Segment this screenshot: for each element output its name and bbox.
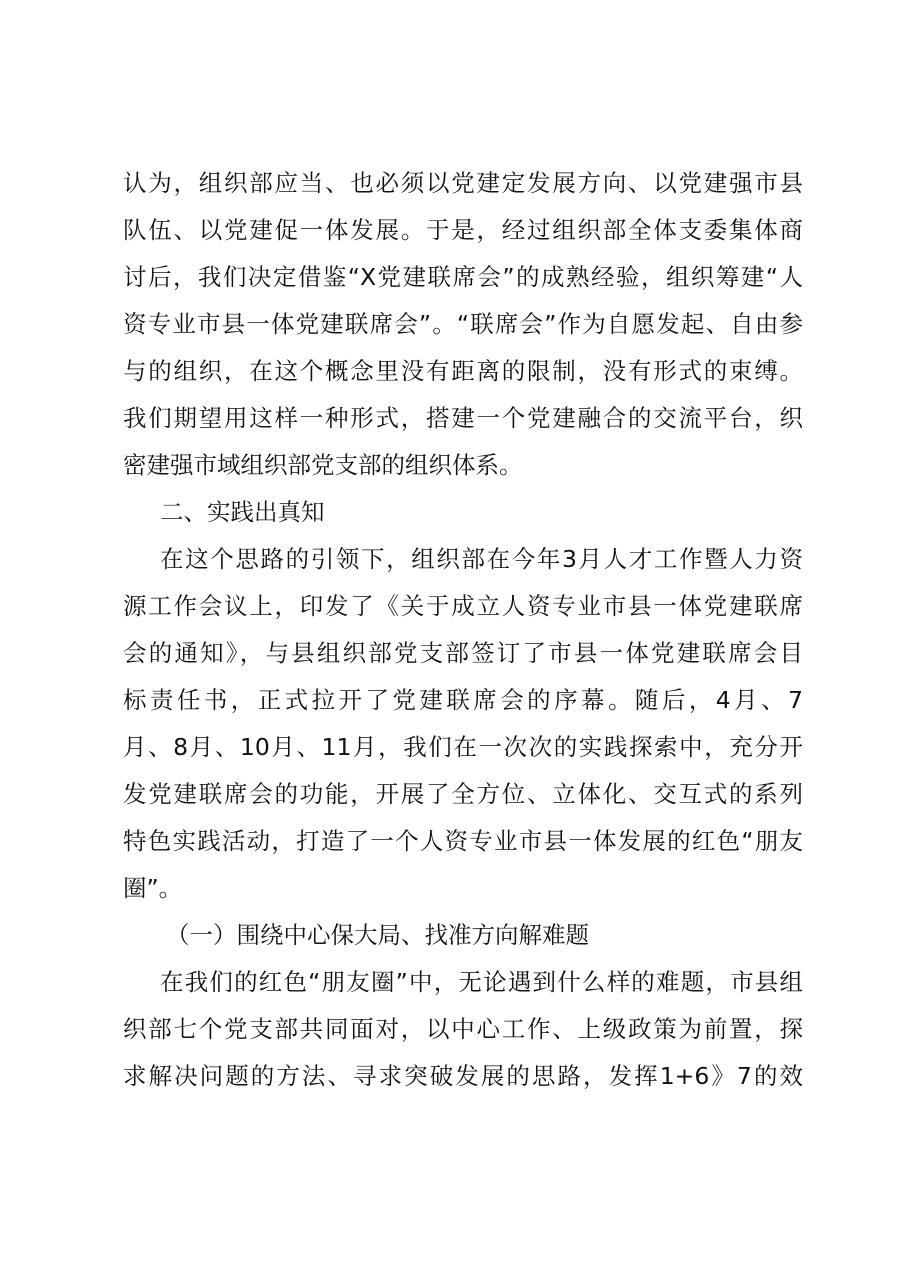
text-line: 织部七个党支部共同面对，以中心工作、上级政策为前置，探 bbox=[123, 1015, 803, 1043]
text-line: 讨后，我们决定借鉴“X党建联席会”的成熟经验，组织筹建“人 bbox=[123, 263, 803, 291]
text-line: 队伍、以党建促一体发展。于是，经过组织部全体支委集体商 bbox=[123, 216, 803, 244]
text-line: 资专业市县一体党建联席会”。“联席会”作为自愿发起、自由参 bbox=[123, 310, 803, 338]
section-heading: 二、实践出真知 bbox=[160, 498, 325, 526]
text-line: 会的通知》，与县组织部党支部签订了市县一体党建联席会目 bbox=[123, 639, 803, 667]
text-line: 发党建联席会的功能，开展了全方位、立体化、交互式的系列 bbox=[123, 780, 803, 808]
subsection-heading: （一）围绕中心保大局、找准方向解难题 bbox=[166, 921, 589, 949]
text-line: 月、8月、10月、11月，我们在一次次的实践探索中，充分开 bbox=[123, 733, 803, 761]
text-line: 在我们的红色“朋友圈”中，无论遇到什么样的难题，市县组 bbox=[160, 968, 803, 996]
text-line: 我们期望用这样一种形式，搭建一个党建融合的交流平台，织 bbox=[123, 404, 803, 432]
text-line: 特色实践活动，打造了一个人资专业市县一体发展的红色“朋友 bbox=[123, 827, 803, 855]
text-line: 密建强市域组织部党支部的组织体系。 bbox=[123, 451, 523, 479]
text-line: 圈”。 bbox=[123, 874, 183, 902]
body-text bbox=[123, 160, 803, 1100]
text-line: 认为，组织部应当、也必须以党建定发展方向、以党建强市县 bbox=[123, 169, 803, 197]
text-line: 与的组织，在这个概念里没有距离的限制，没有形式的束缚。 bbox=[123, 357, 803, 385]
text-line: 源工作会议上，印发了《关于成立人资专业市县一体党建联席 bbox=[123, 592, 803, 620]
text-line: 标责任书，正式拉开了党建联席会的序幕。随后，4月、7 bbox=[123, 686, 803, 714]
text-line: 求解决问题的方法、寻求突破发展的思路，发挥1+6》7的效 bbox=[123, 1062, 803, 1090]
text-line: 在这个思路的引领下，组织部在今年3月人才工作暨人力资 bbox=[160, 545, 803, 573]
